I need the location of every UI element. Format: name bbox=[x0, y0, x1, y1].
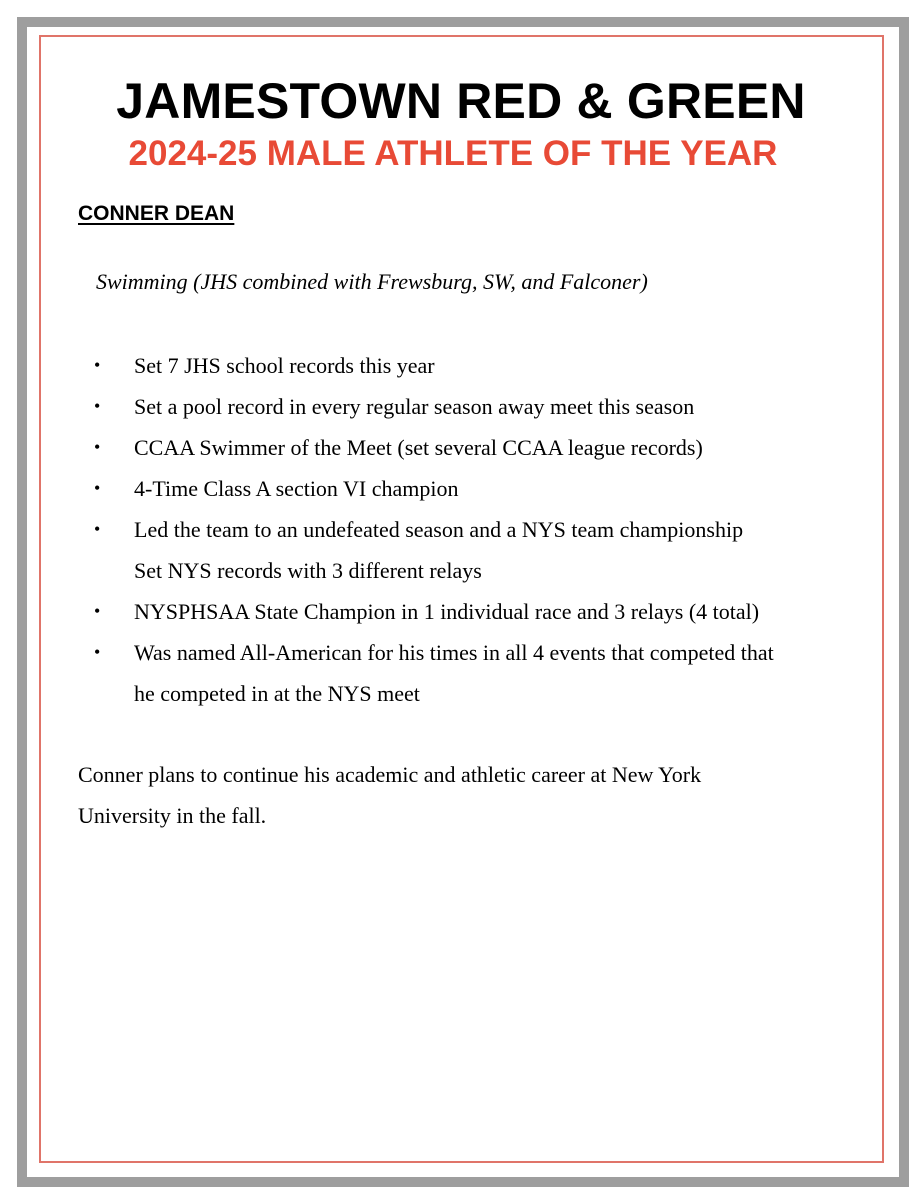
document-title: JAMESTOWN RED & GREEN bbox=[116, 73, 806, 129]
bullet-icon: • bbox=[94, 642, 101, 662]
document-subtitle: 2024-25 MALE ATHLETE OF THE YEAR bbox=[128, 134, 778, 173]
bullet-icon: • bbox=[94, 355, 101, 375]
closing-text-line: University in the fall. bbox=[78, 803, 267, 828]
bullet-icon: • bbox=[94, 601, 101, 621]
bullet-icon: • bbox=[94, 437, 101, 457]
closing-paragraph bbox=[78, 754, 838, 836]
bullet-icon: • bbox=[94, 519, 101, 539]
bullet-icon: • bbox=[94, 396, 101, 416]
achievement-text: Led the team to an undefeated season and a NYS team championship bbox=[134, 517, 744, 542]
achievement-text: Set 7 JHS school records this year bbox=[134, 353, 435, 378]
achievement-item bbox=[0, 468, 922, 509]
achievement-list bbox=[0, 345, 922, 714]
sport-description: Swimming (JHS combined with Frewsburg, SW, and Falconer) bbox=[96, 269, 648, 294]
closing-text-line: Conner plans to continue his academic and athletic career at New York bbox=[78, 762, 702, 787]
achievement-text: CCAA Swimmer of the Meet (set several CCAA league records) bbox=[134, 435, 703, 460]
achievement-item bbox=[0, 591, 922, 632]
achievement-text: Set NYS records with 3 different relays bbox=[134, 558, 482, 583]
achievement-text: Was named All-American for his times in all 4 events that competed that bbox=[134, 640, 774, 665]
achievement-text: NYSPHSAA State Champion in 1 individual race and 3 relays (4 total) bbox=[134, 599, 760, 624]
achievement-text: he competed in at the NYS meet bbox=[134, 681, 420, 706]
achievement-text: 4-Time Class A section VI champion bbox=[134, 476, 459, 501]
achievement-text: Set a pool record in every regular season away meet this season bbox=[134, 394, 695, 419]
athlete-name: CONNER DEAN bbox=[78, 202, 235, 225]
bullet-icon: • bbox=[94, 478, 101, 498]
achievement-item bbox=[0, 345, 922, 386]
achievement-item bbox=[0, 427, 922, 468]
achievement-item bbox=[0, 632, 922, 714]
achievement-item bbox=[0, 386, 922, 427]
achievement-item bbox=[0, 509, 922, 591]
